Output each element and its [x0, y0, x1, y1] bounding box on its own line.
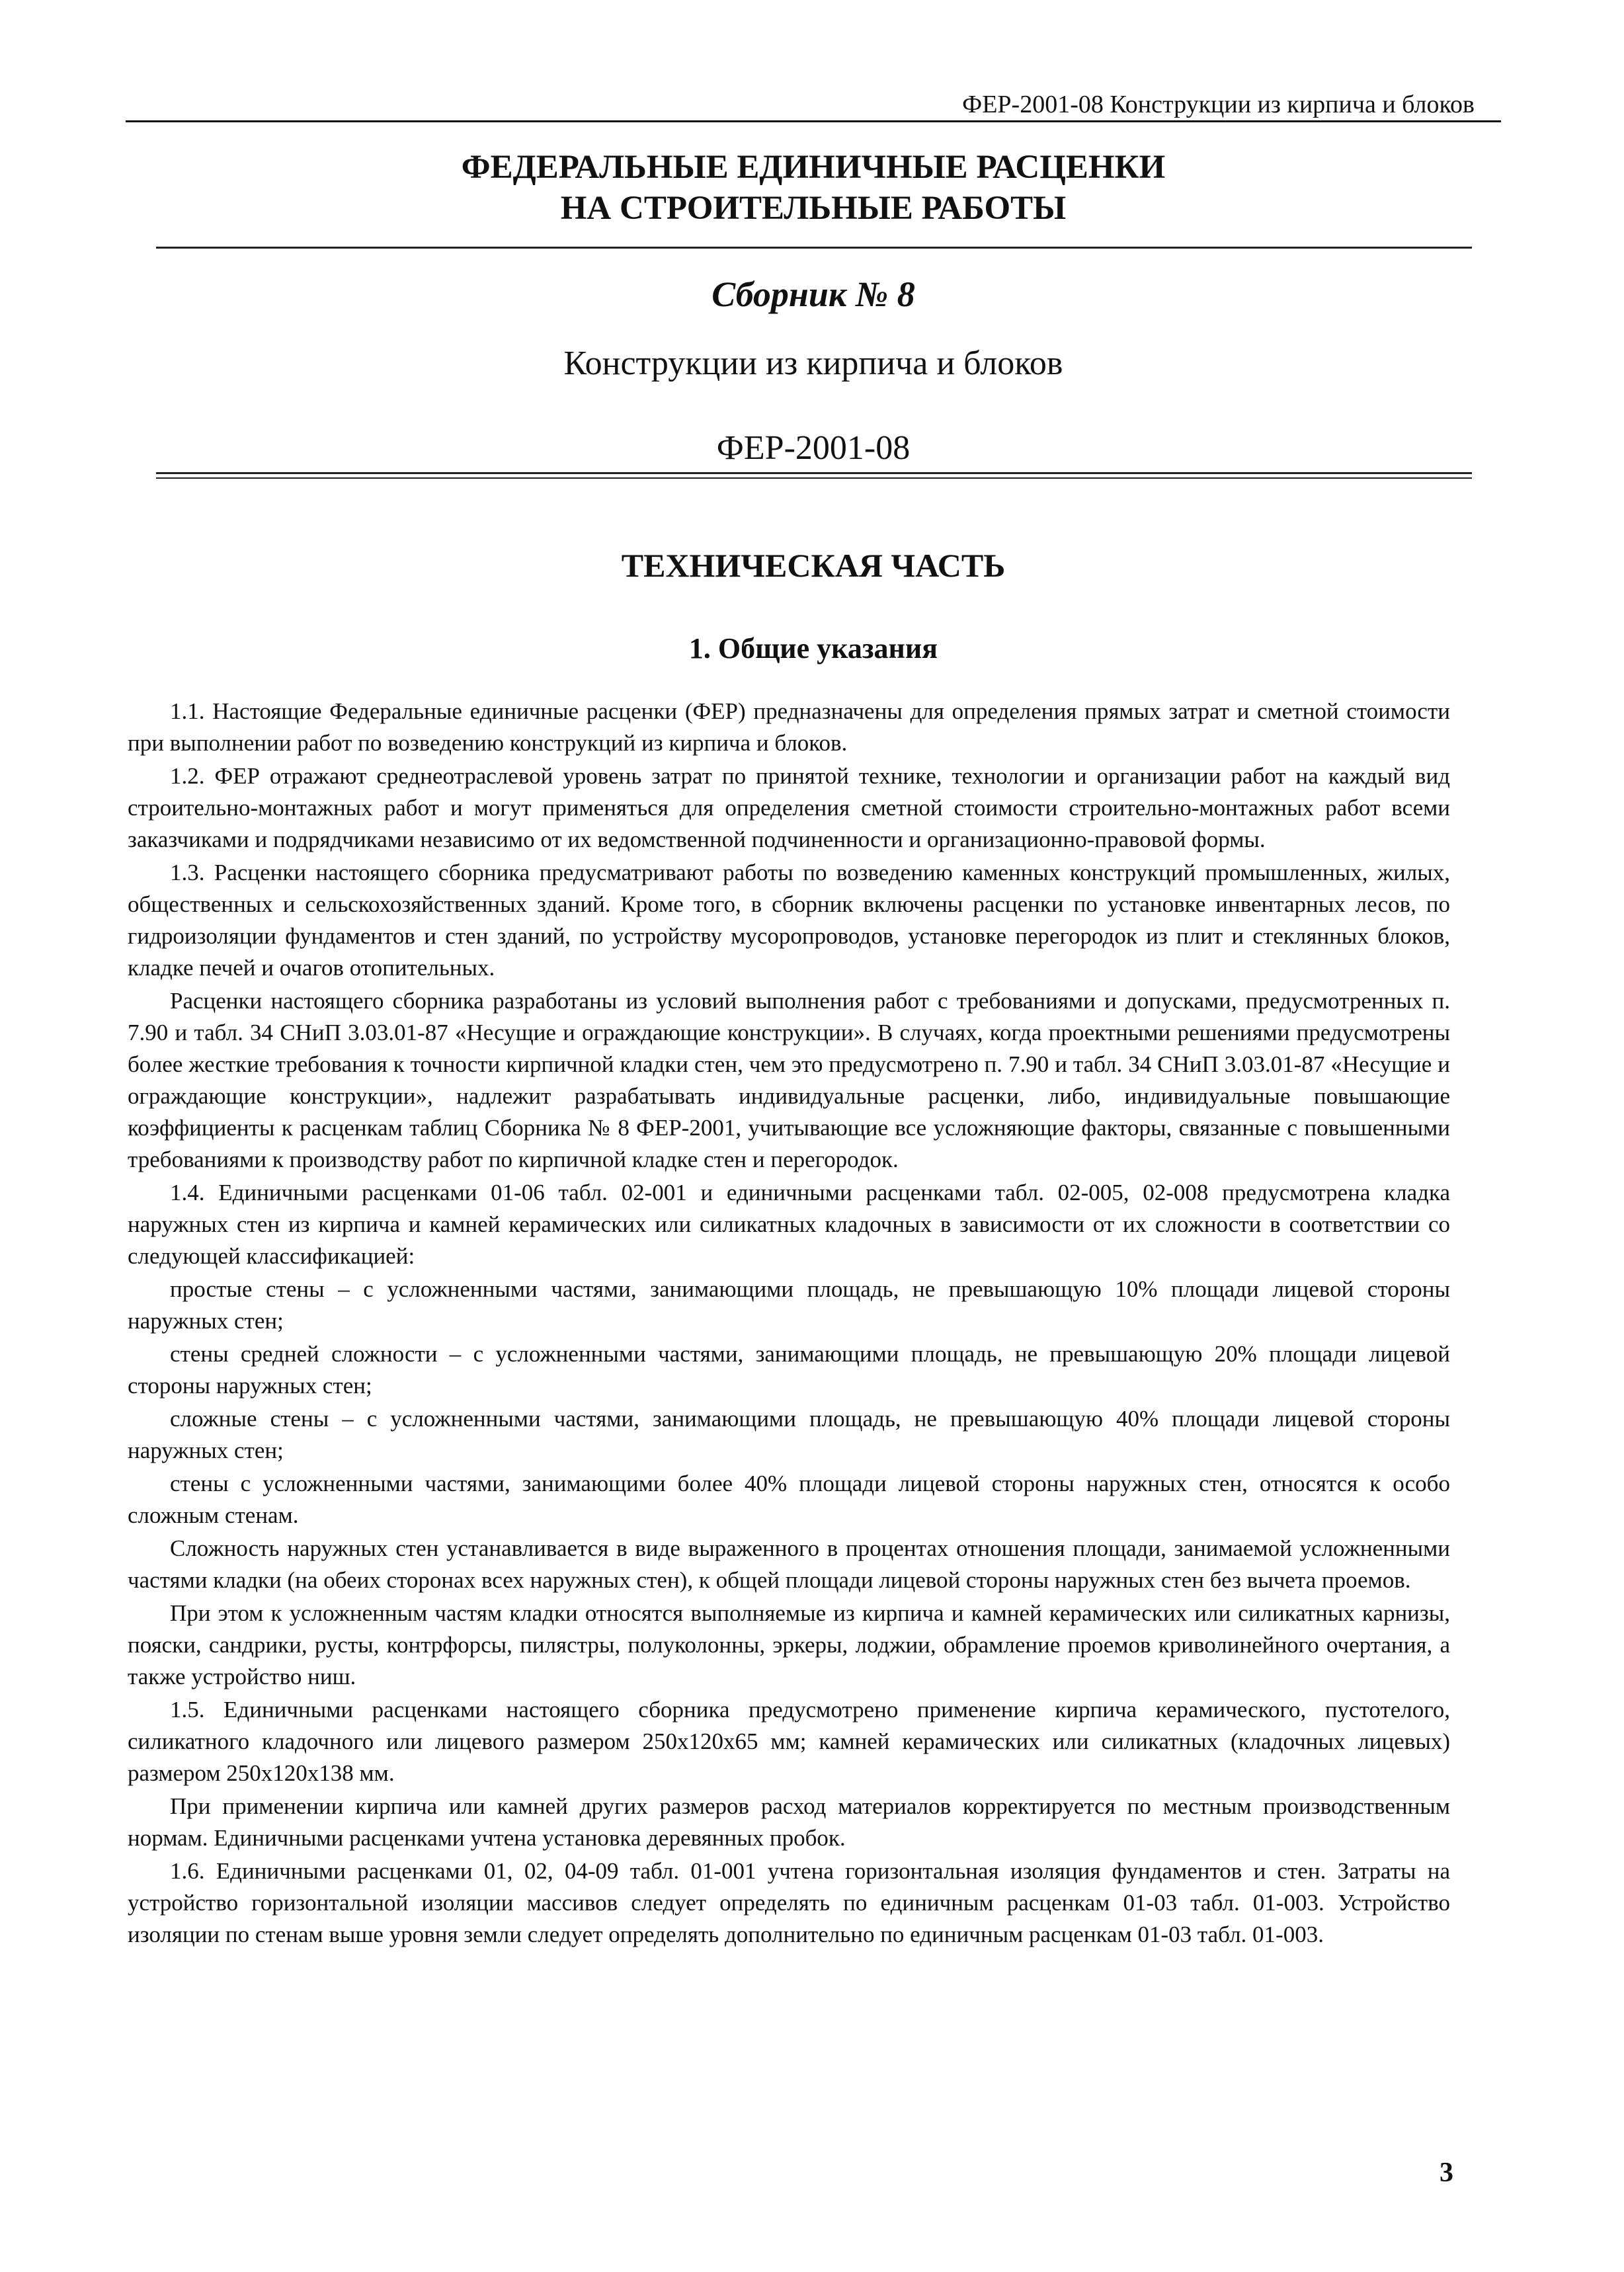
- page-number: 3: [1440, 2158, 1453, 2188]
- section-title: 1. Общие указания: [688, 632, 938, 665]
- paragraph: 1.3. Расценки настоящего сборника предусматривают работы по возведению каменных конструкций промышленных, жилых, общественных и сельскохозяйственных зданий. Кроме того, в сборник включены расценки по установке инвентарных лесов, по гидроизоляции фундаментов и стен зданий, по устройству мусоропроводов, установке перегородок из плит и стеклянных блоков, кладке печей и очагов отопительных.: [128, 860, 1450, 981]
- collection-number: Сборник № 8: [711, 274, 915, 314]
- collection-name: Конструкции из кирпича и блоков: [563, 345, 1063, 382]
- paragraph: простые стены – с усложненными частями, занимающими площадь, не превышающую 10% площади лицевой стороны наружных стен;: [128, 1276, 1450, 1334]
- paragraph: 1.4. Единичными расценками 01-06 табл. 02-001 и единичными расценками табл. 02-005, 02-008 предусмотрена кладка наружных стен из кирпича и камней керамических или силикатных кладочных в зависимости от их сложности в соответствии со следующей классификацией:: [128, 1180, 1450, 1269]
- document-code: ФЕР-2001-08: [716, 429, 911, 467]
- document-title-line-1: ФЕДЕРАЛЬНЫЕ ЕДИНИЧНЫЕ РАСЦЕНКИ: [461, 149, 1166, 186]
- paragraph: Расценки настоящего сборника разработаны из условий выполнения работ с требованиями и допусками, предусмотренных п. 7.90 и табл. 34 СНиП 3.03.01-87 «Несущие и ограждающие конструкции». В случаях, когда проектными решениями предусмотрены более жесткие требования к точности кирпичной кладки стен, чем это предусмотрено п. 7.90 и табл. 34 СНиП 3.03.01-87 «Несущие и ограждающие конструкции», надлежит разрабатывать индивидуальные расценки, либо, индивидуальные повышающие коэффициенты к расценкам таблиц Сборника № 8 ФЕР-2001, учитывающие все усложняющие факторы, связанные с повышенными требованиями к производству работ по кирпичной кладке стен и перегородок.: [128, 988, 1450, 1172]
- paragraph: сложные стены – с усложненными частями, занимающими площадь, не превышающую 40% площади лицевой стороны наружных стен;: [128, 1406, 1450, 1463]
- paragraph: При применении кирпича или камней других размеров расход материалов корректируется по местным производственным нормам. Единичными расценками учтена установка деревянных пробок.: [128, 1793, 1450, 1851]
- code-divider: [156, 472, 1472, 479]
- document-title: [126, 147, 1501, 229]
- paragraph: стены с усложненными частями, занимающими более 40% площади лицевой стороны наружных стен, относятся к особо сложным стенам.: [128, 1471, 1450, 1528]
- running-header: ФЕР-2001-08 Конструкции из кирпича и блоков: [126, 90, 1501, 122]
- body-text: [128, 696, 1450, 1952]
- part-title: ТЕХНИЧЕСКАЯ ЧАСТЬ: [621, 547, 1006, 584]
- title-divider: [156, 247, 1472, 249]
- paragraph: 1.2. ФЕР отражают среднеотраслевой уровень затрат по принятой технике, технологии и организации работ на каждый вид строительно-монтажных работ и могут применяться для определения сметной стоимости строительно-монтажных работ всеми заказчиками и подрядчиками независимо от их ведомственной подчиненности и организационно-правовой формы.: [128, 763, 1450, 852]
- paragraph: 1.6. Единичными расценками 01, 02, 04-09 табл. 01-001 учтена горизонтальная изоляция фундаментов и стен. Затраты на устройство горизонтальной изоляции массивов следует определять по единичным расценкам 01-03 табл. 01-003. Устройство изоляции по стенам выше уровня земли следует определять дополнительно по единичным расценкам 01-03 табл. 01-003.: [128, 1858, 1450, 1947]
- paragraph: 1.1. Настоящие Федеральные единичные расценки (ФЕР) предназначены для определения прямых затрат и сметной стоимости при выполнении работ по возведению конструкций из кирпича и блоков.: [128, 698, 1450, 756]
- paragraph: При этом к усложненным частям кладки относятся выполняемые из кирпича и камней керамических или силикатных карнизы, пояски, сандрики, русты, контрфорсы, пилястры, полуколонны, эркеры, лоджии, обрамление проемов криволинейного очертания, а также устройство ниш.: [128, 1600, 1450, 1689]
- paragraph: 1.5. Единичными расценками настоящего сборника предусмотрено применение кирпича керамического, пустотелого, силикатного кладочного или лицевого размером 250х120х65 мм; камней керамических или силикатных (кладочных лицевых) размером 250х120х138 мм.: [128, 1697, 1450, 1786]
- paragraph: Сложность наружных стен устанавливается в виде выраженного в процентах отношения площади, занимаемой усложненными частями кладки (на обеих сторонах всех наружных стен), к общей площади лицевой стороны наружных стен без вычета проемов.: [128, 1535, 1450, 1593]
- paragraph: стены средней сложности – с усложненными частями, занимающими площадь, не превышающую 20% площади лицевой стороны наружных стен;: [128, 1341, 1450, 1399]
- document-title-line-2: НА СТРОИТЕЛЬНЫЕ РАБОТЫ: [560, 190, 1067, 227]
